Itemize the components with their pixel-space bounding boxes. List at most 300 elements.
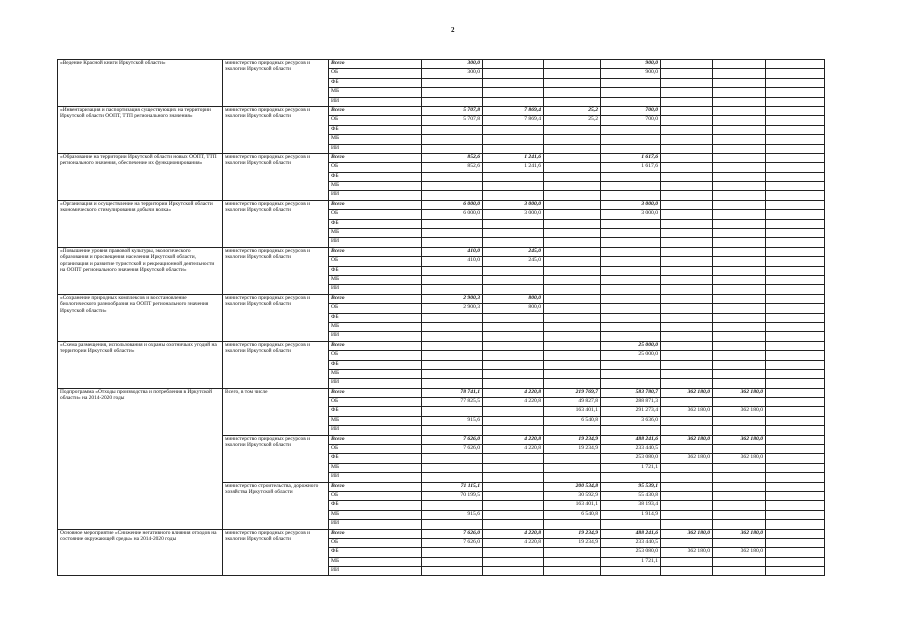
amount-cell	[422, 341, 483, 350]
amount-cell	[544, 153, 601, 162]
executor-name: министерство природных ресурсов и экологии Иркутской области	[223, 106, 329, 153]
amount-cell: 163 401,1	[544, 407, 601, 416]
funding-source: ИИ	[329, 191, 422, 200]
amount-cell	[422, 567, 483, 576]
amount-cell	[661, 266, 713, 275]
amount-cell	[661, 200, 713, 209]
amount-cell	[601, 369, 661, 378]
amount-cell	[601, 285, 661, 294]
amount-cell	[766, 510, 825, 519]
amount-cell: 852,6	[422, 163, 483, 172]
amount-cell	[661, 538, 713, 547]
executor-name: министерство природных ресурсов и экологии Иркутской области	[223, 247, 329, 294]
amount-cell	[483, 454, 544, 463]
table-row	[58, 106, 825, 115]
amount-cell	[422, 322, 483, 331]
amount-cell	[601, 144, 661, 153]
amount-cell	[713, 557, 766, 566]
budget-table	[57, 59, 825, 576]
amount-cell	[483, 182, 544, 191]
amount-cell: 253 080,0	[601, 454, 661, 463]
amount-cell	[713, 304, 766, 313]
measure-name: «Ведение Красной книги Иркутской области»	[58, 60, 223, 107]
amount-cell	[483, 172, 544, 181]
amount-cell	[544, 97, 601, 106]
amount-cell	[766, 445, 825, 454]
executor-name: министерство природных ресурсов и экологии Иркутской области	[223, 529, 329, 576]
funding-source: Всего	[329, 294, 422, 303]
amount-cell	[661, 351, 713, 360]
amount-cell	[422, 191, 483, 200]
amount-cell	[713, 266, 766, 275]
amount-cell	[713, 398, 766, 407]
amount-cell	[601, 229, 661, 238]
amount-cell	[422, 229, 483, 238]
amount-cell: 1 914,9	[601, 510, 661, 519]
amount-cell	[766, 435, 825, 444]
amount-cell	[713, 172, 766, 181]
amount-cell	[422, 454, 483, 463]
amount-cell	[422, 266, 483, 275]
amount-cell	[483, 510, 544, 519]
amount-cell	[483, 463, 544, 472]
funding-source: Всего	[329, 529, 422, 538]
amount-cell	[483, 407, 544, 416]
amount-cell: 410,0	[422, 257, 483, 266]
amount-cell	[483, 97, 544, 106]
amount-cell: 362 180,0	[661, 548, 713, 557]
funding-source: Всего	[329, 60, 422, 69]
amount-cell	[713, 482, 766, 491]
amount-cell	[544, 144, 601, 153]
amount-cell: 3 636,0	[601, 416, 661, 425]
amount-cell	[713, 144, 766, 153]
amount-cell	[483, 426, 544, 435]
amount-cell	[544, 351, 601, 360]
amount-cell	[661, 182, 713, 191]
amount-cell	[661, 322, 713, 331]
amount-cell: 25,2	[544, 106, 601, 115]
amount-cell	[483, 78, 544, 87]
funding-source: Всего	[329, 106, 422, 115]
table-row	[58, 153, 825, 162]
amount-cell	[766, 285, 825, 294]
table-row	[58, 341, 825, 350]
amount-cell	[544, 210, 601, 219]
amount-cell	[422, 557, 483, 566]
amount-cell: 38 193,4	[601, 501, 661, 510]
amount-cell	[544, 172, 601, 181]
amount-cell	[601, 172, 661, 181]
amount-cell	[483, 482, 544, 491]
funding-source: Всего	[329, 153, 422, 162]
measure-name: «Образование на территории Иркутской области новых ООПТ, ТТП регионального значения, обеспечение их функционирования»	[58, 153, 223, 200]
amount-cell	[544, 304, 601, 313]
amount-cell	[483, 238, 544, 247]
amount-cell	[544, 78, 601, 87]
amount-cell	[601, 238, 661, 247]
amount-cell	[544, 88, 601, 97]
measure-name: «Сохранение природных комплексов и восстановление биологического разнообразия на ООПТ регионального значения Иркутской области»	[58, 294, 223, 341]
table-row	[58, 388, 825, 397]
amount-cell	[544, 426, 601, 435]
amount-cell	[661, 144, 713, 153]
amount-cell: 5 707,8	[422, 106, 483, 115]
amount-cell	[544, 322, 601, 331]
amount-cell	[713, 106, 766, 115]
amount-cell	[661, 153, 713, 162]
amount-cell: 49 827,8	[544, 398, 601, 407]
amount-cell: 362 180,0	[661, 407, 713, 416]
amount-cell	[766, 257, 825, 266]
amount-cell: 7 869,4	[483, 116, 544, 125]
funding-source: МБ	[329, 182, 422, 191]
amount-cell	[661, 482, 713, 491]
amount-cell	[483, 229, 544, 238]
amount-cell	[713, 538, 766, 547]
funding-source: Всего	[329, 247, 422, 256]
amount-cell	[766, 379, 825, 388]
amount-cell: 488 241,6	[601, 529, 661, 538]
amount-cell	[661, 557, 713, 566]
executor-name: министерство природных ресурсов и экологии Иркутской области	[223, 435, 329, 482]
table-row	[58, 247, 825, 256]
amount-cell	[661, 191, 713, 200]
funding-source: ОБ	[329, 398, 422, 407]
amount-cell	[661, 135, 713, 144]
funding-source: МБ	[329, 229, 422, 238]
amount-cell: 245,0	[483, 257, 544, 266]
amount-cell: 6 000,0	[422, 200, 483, 209]
measure-name: «Схема размещения, использования и охраны охотничьих угодий на территории Иркутской области»	[58, 341, 223, 388]
amount-cell	[483, 379, 544, 388]
amount-cell	[544, 247, 601, 256]
amount-cell: 7 626,0	[422, 538, 483, 547]
amount-cell	[601, 266, 661, 275]
funding-source: МБ	[329, 322, 422, 331]
amount-cell	[483, 60, 544, 69]
amount-cell	[483, 125, 544, 134]
amount-cell	[661, 257, 713, 266]
amount-cell	[544, 313, 601, 322]
amount-cell	[766, 191, 825, 200]
amount-cell	[713, 247, 766, 256]
amount-cell	[766, 125, 825, 134]
amount-cell	[422, 285, 483, 294]
amount-cell: 291 273,4	[601, 407, 661, 416]
amount-cell	[713, 510, 766, 519]
amount-cell	[766, 275, 825, 284]
amount-cell	[661, 294, 713, 303]
amount-cell	[766, 78, 825, 87]
amount-cell	[661, 369, 713, 378]
table-row	[58, 294, 825, 303]
amount-cell	[422, 473, 483, 482]
amount-cell	[713, 60, 766, 69]
amount-cell	[766, 229, 825, 238]
amount-cell	[544, 275, 601, 284]
table-row	[58, 200, 825, 209]
amount-cell	[766, 163, 825, 172]
amount-cell	[766, 360, 825, 369]
amount-cell	[422, 501, 483, 510]
amount-cell	[422, 407, 483, 416]
amount-cell: 852,6	[422, 153, 483, 162]
funding-source: ИИ	[329, 567, 422, 576]
amount-cell	[483, 473, 544, 482]
amount-cell	[483, 520, 544, 529]
amount-cell	[713, 473, 766, 482]
amount-cell	[766, 97, 825, 106]
amount-cell: 6 540,8	[544, 416, 601, 425]
amount-cell	[544, 379, 601, 388]
amount-cell	[544, 473, 601, 482]
amount-cell	[766, 116, 825, 125]
amount-cell	[483, 360, 544, 369]
amount-cell	[766, 398, 825, 407]
amount-cell	[766, 351, 825, 360]
amount-cell	[422, 182, 483, 191]
amount-cell	[766, 529, 825, 538]
funding-source: МБ	[329, 369, 422, 378]
amount-cell: 2 900,3	[422, 294, 483, 303]
executor-name: министерство строительства, дорожного хозяйства Иркутской области	[223, 482, 329, 529]
amount-cell	[661, 416, 713, 425]
funding-source: ОБ	[329, 163, 422, 172]
amount-cell	[483, 351, 544, 360]
amount-cell	[766, 313, 825, 322]
amount-cell	[601, 275, 661, 284]
amount-cell	[601, 125, 661, 134]
amount-cell	[422, 369, 483, 378]
amount-cell: 200 534,8	[544, 482, 601, 491]
amount-cell	[713, 125, 766, 134]
amount-cell	[713, 219, 766, 228]
executor-name: министерство природных ресурсов и экологии Иркутской области	[223, 153, 329, 200]
funding-source: МБ	[329, 88, 422, 97]
amount-cell	[713, 445, 766, 454]
funding-source: ИИ	[329, 97, 422, 106]
amount-cell	[713, 351, 766, 360]
amount-cell: 6 000,0	[422, 210, 483, 219]
amount-cell	[544, 369, 601, 378]
amount-cell	[766, 144, 825, 153]
amount-cell	[422, 144, 483, 153]
amount-cell	[713, 200, 766, 209]
amount-cell	[544, 257, 601, 266]
amount-cell	[544, 191, 601, 200]
amount-cell	[713, 285, 766, 294]
amount-cell: 3 000,0	[483, 210, 544, 219]
amount-cell: 77 825,5	[422, 398, 483, 407]
funding-source: ОБ	[329, 257, 422, 266]
amount-cell	[766, 557, 825, 566]
measure-name: «Инвентаризация и паспортизация существующих на территории Иркутской области ООПТ, ТТП регионального значения»	[58, 106, 223, 153]
amount-cell	[766, 247, 825, 256]
amount-cell	[713, 182, 766, 191]
amount-cell	[661, 125, 713, 134]
amount-cell	[713, 463, 766, 472]
amount-cell: 25 000,0	[601, 341, 661, 350]
amount-cell	[422, 97, 483, 106]
amount-cell: 362 180,0	[713, 388, 766, 397]
amount-cell	[661, 491, 713, 500]
amount-cell: 3 000,0	[601, 210, 661, 219]
funding-source: ФБ	[329, 407, 422, 416]
amount-cell	[766, 388, 825, 397]
funding-source: МБ	[329, 510, 422, 519]
amount-cell	[483, 191, 544, 200]
amount-cell	[483, 501, 544, 510]
amount-cell	[483, 69, 544, 78]
amount-cell	[661, 275, 713, 284]
executor-name: министерство природных ресурсов и экологии Иркутской области	[223, 341, 329, 388]
amount-cell	[601, 182, 661, 191]
amount-cell	[483, 332, 544, 341]
amount-cell	[483, 275, 544, 284]
amount-cell	[544, 567, 601, 576]
amount-cell	[766, 69, 825, 78]
amount-cell	[601, 313, 661, 322]
amount-cell	[661, 501, 713, 510]
amount-cell: 30 592,9	[544, 491, 601, 500]
funding-source: ИИ	[329, 144, 422, 153]
amount-cell	[766, 238, 825, 247]
amount-cell	[713, 238, 766, 247]
funding-source: ИИ	[329, 473, 422, 482]
funding-source: ОБ	[329, 351, 422, 360]
amount-cell	[766, 501, 825, 510]
amount-cell	[766, 106, 825, 115]
budget-table-body	[58, 60, 825, 576]
amount-cell	[601, 567, 661, 576]
amount-cell: 1 721,1	[601, 557, 661, 566]
amount-cell	[661, 60, 713, 69]
amount-cell	[713, 341, 766, 350]
amount-cell	[601, 473, 661, 482]
amount-cell	[422, 275, 483, 284]
amount-cell	[713, 116, 766, 125]
amount-cell	[661, 332, 713, 341]
amount-cell	[544, 341, 601, 350]
amount-cell: 19 234,9	[544, 529, 601, 538]
amount-cell	[661, 116, 713, 125]
amount-cell	[601, 322, 661, 331]
amount-cell	[713, 97, 766, 106]
amount-cell: 3 000,0	[483, 200, 544, 209]
funding-source: ОБ	[329, 116, 422, 125]
amount-cell	[422, 351, 483, 360]
amount-cell	[422, 219, 483, 228]
amount-cell	[713, 491, 766, 500]
amount-cell	[601, 97, 661, 106]
amount-cell	[601, 78, 661, 87]
amount-cell	[544, 238, 601, 247]
amount-cell	[422, 548, 483, 557]
amount-cell	[713, 313, 766, 322]
amount-cell: 19 234,9	[544, 538, 601, 547]
amount-cell	[661, 567, 713, 576]
amount-cell	[661, 341, 713, 350]
amount-cell	[483, 341, 544, 350]
amount-cell: 7 626,0	[422, 529, 483, 538]
amount-cell	[544, 294, 601, 303]
amount-cell	[483, 219, 544, 228]
funding-source: МБ	[329, 557, 422, 566]
amount-cell	[661, 510, 713, 519]
funding-source: ИИ	[329, 285, 422, 294]
amount-cell	[483, 567, 544, 576]
amount-cell: 362 180,0	[661, 454, 713, 463]
amount-cell	[766, 473, 825, 482]
amount-cell	[661, 398, 713, 407]
amount-cell	[483, 313, 544, 322]
amount-cell	[601, 304, 661, 313]
measure-name: «Повышение уровня правовой культуры, экологического образования и просвещения населения Иркутской области, организация и развитие туристской и рекреационной деятельности на ООПТ регионального значения Иркутской области»	[58, 247, 223, 294]
amount-cell	[713, 520, 766, 529]
amount-cell	[601, 379, 661, 388]
amount-cell: 362 180,0	[713, 454, 766, 463]
amount-cell	[713, 163, 766, 172]
amount-cell	[544, 182, 601, 191]
amount-cell: 5 707,8	[422, 116, 483, 125]
amount-cell: 1 617,6	[601, 153, 661, 162]
amount-cell	[544, 520, 601, 529]
amount-cell: 800,0	[483, 304, 544, 313]
funding-source: Всего	[329, 482, 422, 491]
amount-cell: 78 741,1	[422, 388, 483, 397]
amount-cell	[713, 322, 766, 331]
amount-cell	[766, 210, 825, 219]
table-row	[58, 60, 825, 69]
amount-cell	[766, 332, 825, 341]
measure-name: «Организация и осуществление на территории Иркутской области экономического стимулирования добычи волка»	[58, 200, 223, 247]
amount-cell	[422, 172, 483, 181]
funding-source: МБ	[329, 463, 422, 472]
amount-cell	[766, 135, 825, 144]
amount-cell: 253 080,0	[601, 548, 661, 557]
amount-cell	[483, 416, 544, 425]
amount-cell: 1 241,6	[483, 153, 544, 162]
amount-cell	[766, 454, 825, 463]
amount-cell: 362 180,0	[661, 529, 713, 538]
amount-cell	[766, 88, 825, 97]
amount-cell: 4 220,8	[483, 388, 544, 397]
amount-cell	[483, 285, 544, 294]
amount-cell	[661, 445, 713, 454]
amount-cell	[661, 78, 713, 87]
amount-cell	[766, 369, 825, 378]
amount-cell: 95 539,1	[601, 482, 661, 491]
amount-cell	[422, 313, 483, 322]
funding-source: ФБ	[329, 313, 422, 322]
amount-cell: 583 780,7	[601, 388, 661, 397]
amount-cell	[766, 407, 825, 416]
measure-name: Подпрограмма «Отходы производства и потребления в Иркутской области» на 2014-2020 годы	[58, 388, 223, 529]
amount-cell: 4 220,8	[483, 538, 544, 547]
amount-cell: 362 180,0	[713, 435, 766, 444]
amount-cell	[661, 247, 713, 256]
amount-cell	[713, 69, 766, 78]
amount-cell: 4 220,8	[483, 398, 544, 407]
amount-cell	[544, 557, 601, 566]
amount-cell: 4 220,8	[483, 529, 544, 538]
amount-cell	[766, 567, 825, 576]
amount-cell	[766, 322, 825, 331]
amount-cell	[661, 426, 713, 435]
amount-cell	[483, 144, 544, 153]
amount-cell	[601, 88, 661, 97]
